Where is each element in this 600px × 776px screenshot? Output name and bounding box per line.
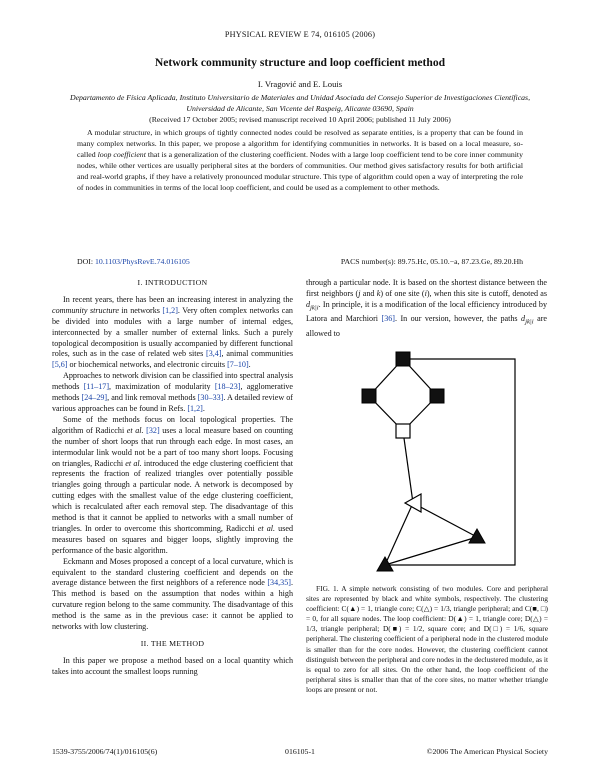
footer-issn: 1539-3755/2006/74(1)/016105(6) — [52, 747, 158, 756]
method-paragraph-1: In this paper we propose a method based on a local quantity which takes into account the smallest loops running — [52, 655, 293, 676]
ref-link[interactable]: [18–23] — [214, 382, 241, 392]
intro-paragraph-3: Some of the methods focus on local topological properties. The algorithm of Radicchi et al. [32] uses a local measure based on counting the number of short loops that run through each edge. In most cases, an intermodular link would not be a part of too many short loops. Focusing on triangles, Radicchi et al. introduced the edge clustering coefficient that represents the fraction of realized triangles over potentially possible triangles going through a particular node. A network is decomposed by cutting edges with the smallest value of the edge clustering coefficient, which is recalculated after each removal step. The disadvantage of this method is that it cannot be applied to networks with a small number of triangles. In order to overcome this shortcomming, Radicchi et al. used measures based on squares and bigger loops, slightly improving the performance of the basic algorithm. — [52, 414, 293, 555]
doi-line — [77, 257, 523, 266]
edge — [413, 503, 477, 537]
ref-link[interactable]: [24–29] — [81, 393, 108, 403]
inter-module-edge — [403, 431, 413, 503]
paper-title: Network community structure and loop coefficient method — [154, 56, 446, 69]
affiliation: Departamento de Física Aplicada, Instituto Universitario de Materiales and Unidad Asociada del Consejo Superior de Investigaciones Científicas, Universidad de Alicante, San Vicente del Raspeig, Alicante 03690, Spain — [69, 93, 531, 113]
ref-link[interactable]: [34,35] — [267, 578, 291, 588]
edge — [385, 503, 413, 565]
core-triangle-node — [469, 529, 485, 543]
doi-link[interactable]: 10.1103/PhysRevE.74.016105 — [94, 257, 190, 266]
ref-link[interactable]: [36] — [381, 314, 395, 324]
ref-link[interactable]: [1,2] — [187, 403, 203, 413]
ref-link[interactable]: [5,6] — [52, 360, 68, 370]
right-paragraph: through a particular node. It is based on the shortest distance between the first neighbors (j and k) of one site (i), when this site is cutoff, denoted as $d_{jk|i}$. In principle, it is a modification of the local efficiency introduced by Latora and Marchiori [36]. In our version, however, the paths $d_{jk|i}$ are allowed to — [306, 278, 548, 338]
ref-link[interactable]: [11–17] — [83, 382, 110, 392]
pacs-numbers: PACS number(s): 89.75.Hc, 05.10.−a, 87.23.Ge, 89.20.Hh — [340, 257, 523, 266]
ref-link[interactable]: [30–33] — [197, 393, 224, 403]
footer-page-number: 016105-1 — [285, 747, 315, 756]
core-triangle-node — [377, 557, 393, 571]
right-column — [306, 278, 547, 340]
ref-link[interactable]: [7–10] — [227, 360, 249, 370]
authors: I. Vragović and E. Louis — [257, 79, 343, 89]
edge — [385, 537, 477, 565]
ref-link[interactable]: [32] — [143, 425, 160, 435]
network-diagram — [325, 351, 525, 573]
received-dates: (Received 17 October 2005; revised manuscript received 10 April 2006; published 11 July 2006) — [149, 115, 451, 124]
running-head: PHYSICAL REVIEW E 74, 016105 (2006) — [224, 30, 376, 39]
core-square-node — [362, 389, 376, 403]
doi-label: DOI: — [77, 257, 95, 266]
intro-paragraph-4: Eckmann and Moses proposed a concept of a local curvature, which is equivalent to the standard clustering coefficient and depends on the average distance between the first neighbors of a reference node [34,35]. This method is based on the assumption that nodes within a high curvature region belong to the same community. The disadvantage of this method is the same as in the previous case: it cannot be applied to networks with low clustering. — [52, 556, 293, 632]
footer-copyright: ©2006 The American Physical Society — [426, 747, 548, 756]
core-square-node — [396, 352, 410, 366]
intro-paragraph-1: In recent years, there has been an increasing interest in analyzing the community structure in networks [1,2]. Very often complex networks can be divided into modules with a large number of internal edges, interconnected by a smaller number of external links. Such a purely topological decomposition is usually accompanied by different functional roles, such as in the case of related web sites [3,4], animal communities [5,6] or biochemical networks, and electronic circuits [7–10]. — [52, 294, 293, 370]
abstract: A modular structure, in which groups of tightly connected nodes could be resolved as separate entities, is a property that can be found in many complex networks. In this paper, we propose a algorithm for identifying communities in networks. It is based on a local measure, so-called loop coefficient that is a generalization of the clustering coefficient. Nodes with a large loop coefficient tend to be core inner community nodes, while other vertices are usually peripheral sites at the borders of communities. Our method gives satisfactory results for both artificial and real-world graphs, if they have a relatively pronounced modular structure. This type of algorithm could open a way of interpreting the role of nodes in communities in terms of the local loop coefficient, and could be used as a complement to other methods. — [77, 128, 523, 192]
ref-link[interactable]: [3,4] — [206, 349, 222, 359]
section-heading-method: II. THE METHOD — [140, 639, 205, 648]
figure-caption: FIG. 1. A simple network consisting of two modules. Core and peripheral sites are represented by black and white symbols, respectively. The clustering coefficient: C(▲) = 1, triangle core; C(△) = 1/3, triangle peripheral; and C(■, □) = 0, for all square nodes. The loop coefficient: D(▲) = 1, triangle core; D(△) = 1/3, triangle peripheral; D(■) = 1/2, square core; and D(□) = 1/6, square peripheral. The clustering coefficient of a peripheral node in the clustered module is smaller than for the core nodes. However, the clustering coefficient cannot distinguish between the peripheral and core nodes in the declustered module, as it is equal to zero for all sites. On the other hand, the loop coefficient of the peripheral sites is smaller than that of the core sites, no matter whether triangle loops are present or not. — [306, 584, 548, 694]
outer-loop-edge — [385, 359, 515, 565]
peripheral-square-node — [396, 424, 410, 438]
core-square-node — [430, 389, 444, 403]
section-heading-introduction: I. INTRODUCTION — [137, 278, 208, 287]
ref-link[interactable]: [1,2] — [162, 305, 178, 315]
intro-paragraph-2: Approaches to network division can be classified into spectral analysis methods [11–17], maximization of modularity [18–23], agglomerative methods [24–29], and link removal methods [30–33]. A detailed review of various approaches can be found in Refs. [1,2]. — [52, 371, 294, 413]
peripheral-triangle-node — [405, 494, 421, 512]
left-column — [52, 278, 293, 678]
